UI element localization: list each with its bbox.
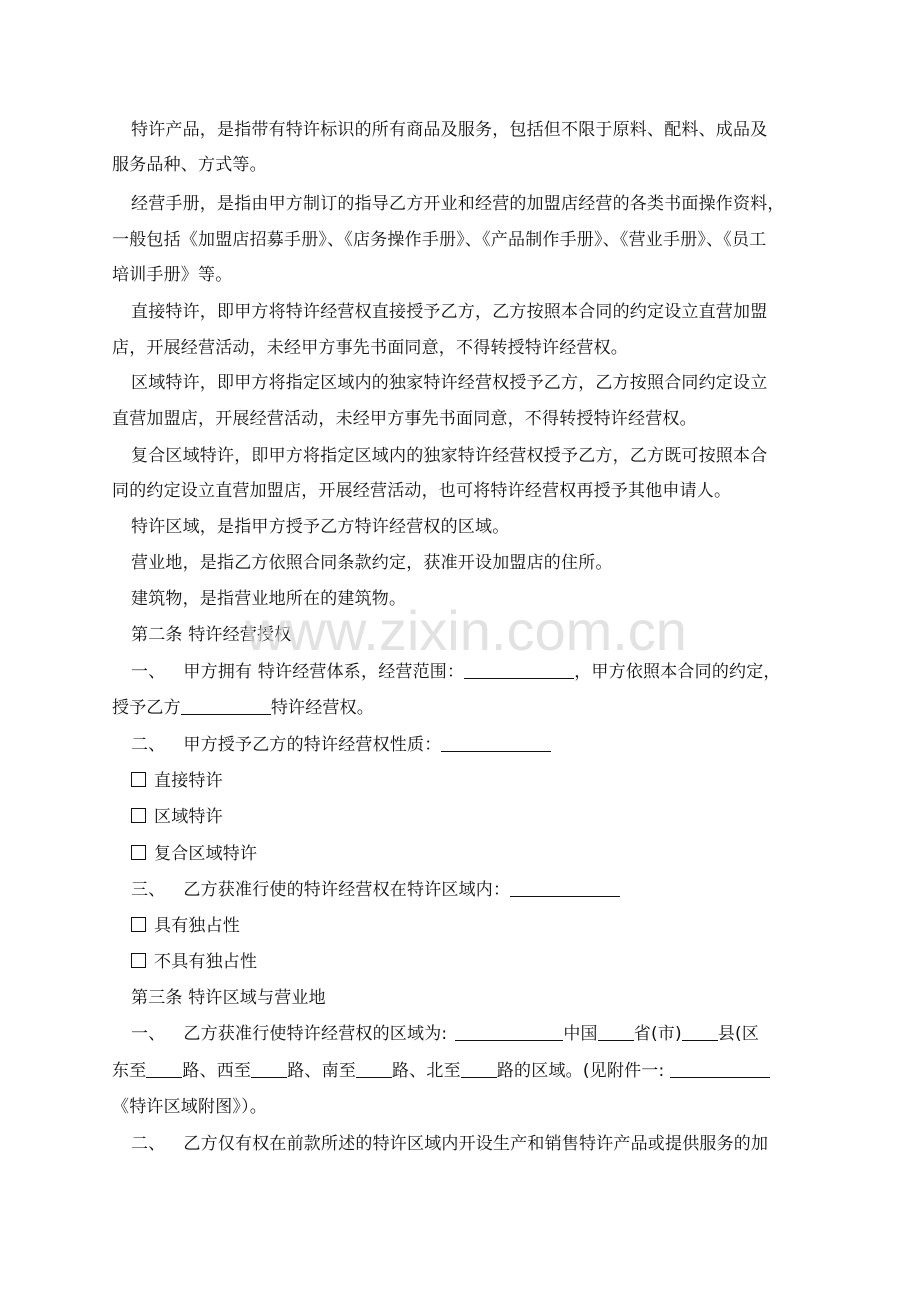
fill-blank[interactable]	[670, 1060, 770, 1078]
paragraph-line: 特许区域，是指甲方授予乙方特许经营权的区域。	[131, 517, 510, 537]
clause-text: 东至	[112, 1061, 147, 1081]
option-label: 区域特许	[154, 807, 223, 827]
paragraph-line: 同的约定设立直营加盟店，开展经营活动，也可将特许经营权再授予其他申请人。	[112, 481, 732, 501]
clause-text: 乙方获准行使的特许经营权在特许区域内：	[183, 880, 511, 900]
checkbox-icon[interactable]	[131, 845, 146, 860]
clause-line	[112, 1059, 770, 1083]
clause-text: 省(市)	[633, 1024, 682, 1044]
fill-blank[interactable]	[441, 734, 551, 752]
paragraph-line: 直接特许，即甲方将特许经营权直接授予乙方，乙方按照本合同的约定设立直营加盟	[131, 302, 768, 322]
article-heading: 第三条 特许区域与营业地	[131, 988, 326, 1008]
option-label: 具有独占性	[154, 916, 240, 936]
clause-text: 授予乙方	[112, 698, 181, 718]
clause-text: 乙方获准行使特许经营权的区域为:	[183, 1024, 448, 1044]
checkbox-option[interactable]	[131, 805, 223, 829]
clause-number: 二、	[131, 1134, 166, 1154]
paragraph-line: 《特许区域附图》）。	[112, 1097, 267, 1117]
checkbox-option[interactable]	[131, 950, 257, 974]
paragraph-line: 经营手册，是指由甲方制订的指导乙方开业和经营的加盟店经营的各类书面操作资料，	[131, 194, 785, 214]
clause-text: 路、北至	[392, 1061, 461, 1081]
clause-text: 县(区	[717, 1024, 760, 1044]
fill-blank[interactable]	[682, 1023, 718, 1041]
fill-blank[interactable]	[461, 1060, 497, 1078]
clause-text: 路、西至	[182, 1061, 252, 1081]
paragraph-line: 直营加盟店，开展经营活动，未经甲方事先书面同意，不得转授特许经营权。	[112, 409, 697, 429]
fill-blank[interactable]	[356, 1060, 392, 1078]
paragraph-line: 培训手册》等。	[112, 265, 233, 285]
clause-number: 二、	[131, 735, 166, 755]
checkbox-icon[interactable]	[131, 772, 146, 787]
paragraph-line: 店，开展经营活动，未经甲方事先书面同意，不得转授特许经营权。	[112, 338, 628, 358]
paragraph-line: 服务品种、方式等。	[112, 155, 267, 175]
fill-blank[interactable]	[181, 697, 271, 715]
clause-number: 一、	[131, 1024, 166, 1044]
clause-text: 甲方拥有 特许经营体系，经营范围：	[183, 662, 465, 682]
option-label: 不具有独占性	[154, 952, 258, 972]
paragraph-line: 复合区域特许，即甲方将指定区域内的独家特许经营权授予乙方，乙方既可按照本合	[131, 446, 768, 466]
clause-text: 路、南至	[287, 1061, 357, 1081]
fill-blank[interactable]	[510, 879, 620, 897]
paragraph-line: 一般包括《加盟店招募手册》、《店务操作手册》、《产品制作手册》、《营业手册》、《员工	[112, 230, 767, 250]
paragraph-line: 区域特许，即甲方将指定区域内的独家特许经营权授予乙方，乙方按照合同约定设立	[131, 373, 768, 393]
watermark: www.zixin.com.cn	[245, 599, 687, 662]
option-label: 复合区域特许	[154, 844, 258, 864]
fill-blank[interactable]	[598, 1023, 634, 1041]
clause-line	[131, 1022, 759, 1046]
fill-blank[interactable]	[251, 1060, 287, 1078]
fill-blank[interactable]	[455, 1023, 563, 1041]
checkbox-option[interactable]	[131, 769, 223, 793]
clause-text: 特许经营权。	[270, 698, 375, 718]
option-label: 直接特许	[154, 771, 223, 791]
clause-text: 中国	[563, 1024, 598, 1044]
fill-blank[interactable]	[146, 1060, 182, 1078]
paragraph-line: 特许产品，是指带有特许标识的所有商品及服务，包括但不限于原料、配料、成品及	[131, 120, 768, 140]
article-heading: 第二条 特许经营授权	[131, 625, 292, 645]
clause-line	[112, 696, 374, 720]
checkbox-option[interactable]	[131, 842, 257, 866]
clause-line	[131, 878, 620, 902]
clause-line	[131, 733, 551, 757]
checkbox-option[interactable]	[131, 914, 240, 938]
clause-text: 路的区域。(见附件一:	[496, 1061, 665, 1081]
paragraph-line: 营业地，是指乙方依照合同条款约定，获准开设加盟店的住所。	[131, 553, 613, 573]
fill-blank[interactable]	[464, 661, 574, 679]
clause-text: ，甲方依照本合同的约定，	[574, 662, 781, 682]
paragraph-line: 建筑物，是指营业地所在的建筑物。	[131, 589, 407, 609]
clause-line	[131, 1132, 768, 1156]
checkbox-icon[interactable]	[131, 953, 146, 968]
clause-text: 乙方仅有权在前款所述的特许区域内开设生产和销售特许产品或提供服务的加	[183, 1134, 769, 1154]
clause-text: 甲方授予乙方的特许经营权性质：	[183, 735, 442, 755]
clause-line	[131, 660, 781, 684]
checkbox-icon[interactable]	[131, 917, 146, 932]
clause-number: 一、	[131, 662, 166, 682]
checkbox-icon[interactable]	[131, 808, 146, 823]
clause-number: 三、	[131, 880, 166, 900]
